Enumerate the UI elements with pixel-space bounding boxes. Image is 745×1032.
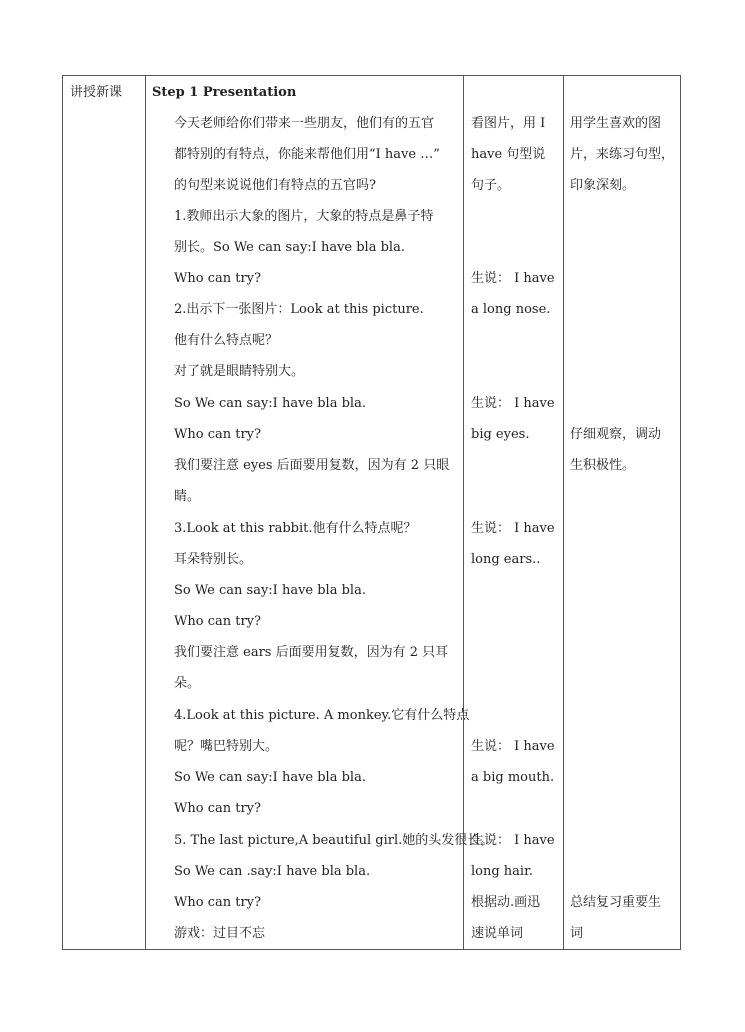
content-line: 对了就是眼睛特别大。 [174,364,305,379]
content-line: 3.Look at this rabbit.他有什么特点呢？ [174,521,417,536]
content-line: 游戏：过目不忘 [174,926,266,941]
student-activity-cell [464,76,563,949]
content-line: 4.Look at this picture. A monkey.它有什么特点 [174,708,470,723]
content-line: 今天老师给你们带来一些朋友，他们有的五官 [174,116,435,131]
content-line: Who can try? [174,614,261,629]
design-intent-cell [564,76,680,949]
student-line: 生说： I have [471,521,555,536]
student-line: long ears.. [471,552,541,567]
student-line: 生说： I have [471,833,555,848]
content-line: 朵。 [174,676,201,691]
intent-line: 总结复习重要生 [570,895,662,910]
content-line: 我们要注意 eyes 后面要用复数，因为有 2 只眼 [174,458,450,473]
content-line: 我们要注意 ears 后面要用复数，因为有 2 只耳 [174,645,449,660]
student-line: long hair. [471,864,534,879]
student-line: 看图片，用 I [471,116,546,131]
step-title: Step 1 Presentation [152,85,297,100]
content-line: 2.出示下一张图片：Look at this picture. [174,302,424,317]
student-line: a big mouth. [471,770,555,785]
student-line: 生说： I have [471,271,555,286]
intent-line: 用学生喜欢的图 [570,116,662,131]
content-line: So We can say:I have bla bla. [174,770,366,785]
intent-line: 片，来练习句型， [570,147,675,162]
content-line: Who can try? [174,801,261,816]
student-line: 生说： I have [471,396,555,411]
student-line: 句子。 [471,178,511,193]
content-line: Who can try? [174,427,261,442]
content-line: 1.教师出示大象的图片，大象的特点是鼻子特 [174,209,434,224]
content-line: 睛。 [174,489,201,504]
student-line: 速说单词 [471,926,524,941]
section-label: 讲授新课 [70,85,123,100]
student-line: 生说： I have [471,739,555,754]
content-line: 别长。So We can say:I have bla bla. [174,240,405,255]
content-line: 呢？嘴巴特别大。 [174,739,279,754]
content-line: 的句型来说说他们有特点的五官吗? [174,178,376,193]
intent-line: 仔细观察，调动 [570,427,662,442]
content-line: So We can .say:I have bla bla. [174,864,371,879]
content-line: So We can say:I have bla bla. [174,583,366,598]
content-line: 他有什么特点呢？ [174,333,279,348]
student-line: 根据动.画迅 [471,895,541,910]
content-line: Who can try? [174,271,261,286]
intent-line: 印象深刻。 [570,178,636,193]
student-line: have 句型说 [471,147,546,162]
lesson-plan-table [62,75,681,950]
content-line: Who can try? [174,895,261,910]
content-line: 5. The last picture,A beautiful girl.她的头发很长。 [174,833,494,848]
intent-line: 生积极性。 [570,458,636,473]
content-line: 都特别的有特点，你能来帮他们用“I have …” [174,147,440,162]
student-line: a long nose. [471,302,551,317]
intent-line: 词 [570,926,584,941]
student-line: big eyes. [471,427,530,442]
content-line: So We can say:I have bla bla. [174,396,366,411]
content-line: 耳朵特别长。 [174,552,253,567]
